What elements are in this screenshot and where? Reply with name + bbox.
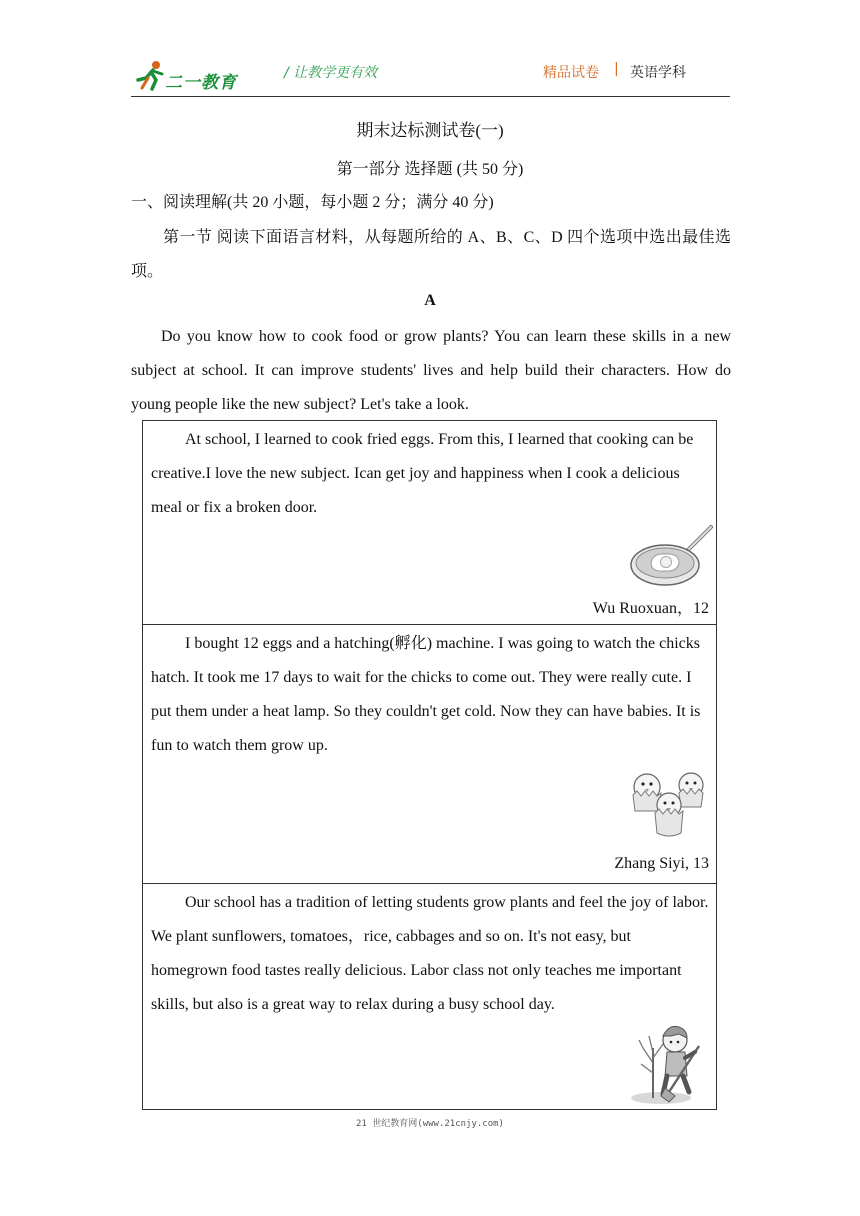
header-divider: [131, 96, 730, 97]
entry-text: Our school has a tradition of letting students grow plants and feel the joy of labor. We plant sunflowers, tomatoes，rice, cabbages and so on. It's not easy, but homegrown food tastes really delicious. Labor class not only teaches me important skills, but also is a great way to relax during a busy school day.: [151, 894, 709, 1013]
subject-label: 英语学科: [630, 65, 686, 81]
hatching-chicks-icon: [627, 767, 713, 841]
header-separator: |: [614, 61, 619, 77]
logo-runner-icon: [134, 60, 168, 92]
entry-text: At school, I learned to cook fried eggs. From this, I learned that cooking can be creative.I love the new subject. Ican get joy and happiness when I cook a delicious meal or fix a broken door.: [151, 431, 694, 516]
passage-letter: A: [424, 292, 436, 309]
slogan: / 让教学更有效: [284, 65, 378, 81]
frying-pan-egg-icon: [629, 521, 715, 591]
entry-text: I bought 12 eggs and a hatching(孵化) machine. I was going to watch the chicks hatch. It took me 17 days to wait for the chicks to come out. They were really cute. I put them under a heat lamp. So they couldn't get cold. Now they can have babies. It is fun to watch them grow up.: [151, 635, 701, 754]
entry-box-3: [142, 883, 717, 1110]
entry-box-1: [142, 420, 717, 625]
exam-title: 期末达标测试卷(一): [356, 121, 504, 140]
page-footer: 21 世纪教育网(www.21cnjy.com): [356, 1119, 504, 1129]
entry-author: Wu Ruoxuan，12: [592, 600, 709, 617]
entry-box-2: [142, 624, 717, 884]
instruction-text: 第一节 阅读下面语言材料，从每题所给的 A、B、C、D 四个选项中选出最佳选项。: [131, 229, 731, 280]
boy-planting-tree-icon: [613, 1018, 713, 1108]
part-heading: 第一部分 选择题 (共 50 分): [336, 161, 524, 178]
passage-intro: Do you know how to cook food or grow plants? You can learn these skills in a new subject at school. It can improve students' lives and help build their characters. How do young people like the new subject? Let's take a look.: [131, 328, 731, 413]
entry-author: Zhang Siyi, 13: [614, 855, 709, 872]
logo-text: 二一教育: [165, 73, 237, 93]
section-heading: 一、阅读理解(共 20 小题，每小题 2 分；满分 40 分): [131, 194, 494, 211]
header: [0, 0, 860, 100]
premium-label: 精品试卷: [543, 65, 599, 81]
